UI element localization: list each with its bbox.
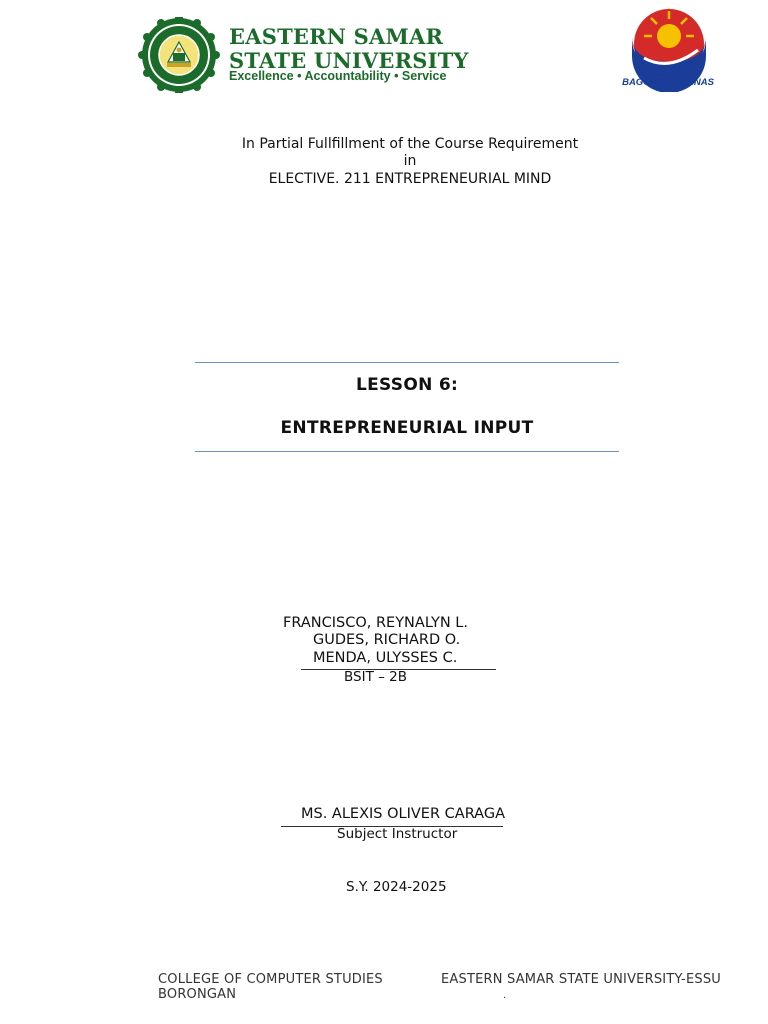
instructor-role: Subject Instructor: [337, 826, 458, 842]
footer-college: COLLEGE OF COMPUTER STUDIES: [158, 972, 383, 987]
bagong-pilipinas-label: BAGONG PILIPINAS: [622, 77, 714, 88]
intro-line-2: in: [403, 153, 417, 169]
school-year: S.Y. 2024-2025: [346, 879, 447, 895]
university-seal-icon: [138, 17, 220, 93]
university-tagline: Excellence • Accountability • Service: [229, 69, 447, 83]
instructor-name: MS. ALEXIS OLIVER CARAGA: [301, 806, 505, 822]
student-section: BSIT – 2B: [344, 669, 408, 685]
lesson-number: LESSON 6:: [355, 375, 459, 395]
footer-dot: .: [503, 990, 507, 1001]
university-name-line1: EASTERN SAMAR: [229, 24, 444, 49]
university-name-line2: STATE UNIVERSITY: [229, 48, 469, 73]
student-name-3: MENDA, ULYSSES C.: [313, 650, 458, 666]
lesson-bottom-rule: [195, 451, 619, 452]
student-name-2: GUDES, RICHARD O.: [313, 632, 461, 648]
footer-campus: BORONGAN: [158, 987, 237, 1002]
lesson-top-rule: [195, 362, 619, 363]
lesson-title: ENTREPRENEURIAL INPUT: [280, 418, 534, 438]
university-logo: [128, 10, 469, 96]
course-title: ELECTIVE. 211 ENTREPRENEURIAL MIND: [268, 171, 552, 187]
footer-university: EASTERN SAMAR STATE UNIVERSITY-ESSU: [441, 972, 721, 987]
intro-line-1: In Partial Fullfillment of the Course Requirement: [241, 136, 579, 152]
student-name-1: FRANCISCO, REYNALYN L.: [283, 615, 468, 631]
